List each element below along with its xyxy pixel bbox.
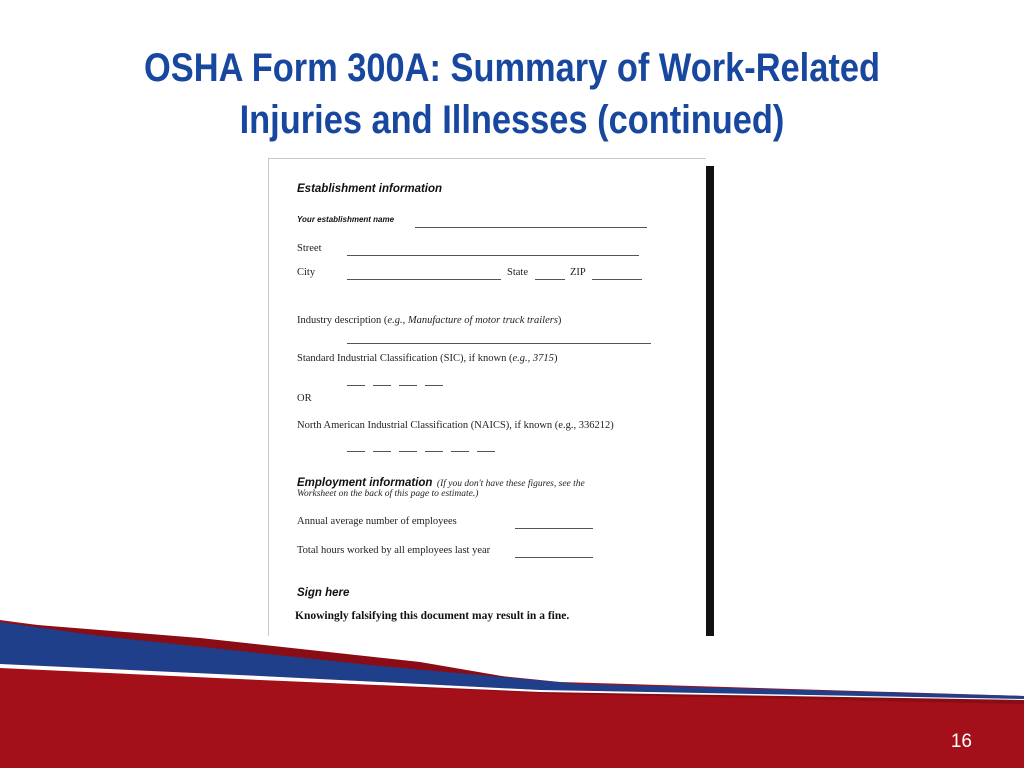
naics-digit-line <box>347 451 365 452</box>
sic-digit-line <box>425 385 443 386</box>
naics-label: North American Industrial Classification (NAICS), if known (e.g., 336212) <box>297 420 614 431</box>
naics-digit-line <box>373 451 391 452</box>
naics-digit-line <box>477 451 495 452</box>
sic-digit-line <box>373 385 391 386</box>
state-label: State <box>507 267 528 278</box>
establishment-heading: Establishment information <box>297 183 443 195</box>
slide-title <box>72 42 953 146</box>
sic-digit-line <box>347 385 365 386</box>
street-line <box>347 255 639 256</box>
industry-description-label: Industry description (e.g., Manufacture of motor truck trailers) <box>297 315 562 326</box>
city-line <box>347 279 501 280</box>
falsify-warning: Knowingly falsifying this document may result in a fine. <box>295 610 570 622</box>
employment-heading: Employment information <box>297 477 433 489</box>
establishment-name-line <box>415 227 647 228</box>
annual-employees-line <box>515 528 593 529</box>
page-number: 16 <box>950 731 972 752</box>
street-label: Street <box>297 243 322 254</box>
establishment-name-label: Your establishment name <box>297 215 395 224</box>
total-hours-line <box>515 557 593 558</box>
sic-digit-line <box>399 385 417 386</box>
zip-line <box>592 279 642 280</box>
state-line <box>535 279 565 280</box>
or-label: OR <box>297 393 312 404</box>
naics-digit-line <box>399 451 417 452</box>
industry-description-line <box>347 343 651 344</box>
sic-label: Standard Industrial Classification (SIC), if known (e.g., 3715) <box>297 353 558 364</box>
employment-note-line-1: (If you don't have these figures, see the <box>436 479 585 489</box>
zip-label: ZIP <box>570 267 586 278</box>
slide-title-line-1: OSHA Form 300A: Summary of Work-Related <box>144 46 880 90</box>
footer-band <box>0 600 1024 768</box>
annual-employees-label: Annual average number of employees <box>297 516 457 527</box>
slide-title-line-2: Injuries and Illnesses (continued) <box>239 98 785 142</box>
naics-digit-line <box>451 451 469 452</box>
osha-form-image <box>268 158 706 636</box>
naics-digit-line <box>425 451 443 452</box>
city-label: City <box>297 267 316 278</box>
form-page-edge <box>706 166 714 636</box>
total-hours-label: Total hours worked by all employees last year <box>297 545 491 556</box>
employment-note-line-2: Worksheet on the back of this page to estimate.) <box>297 489 479 499</box>
sign-here-heading: Sign here <box>297 587 350 599</box>
